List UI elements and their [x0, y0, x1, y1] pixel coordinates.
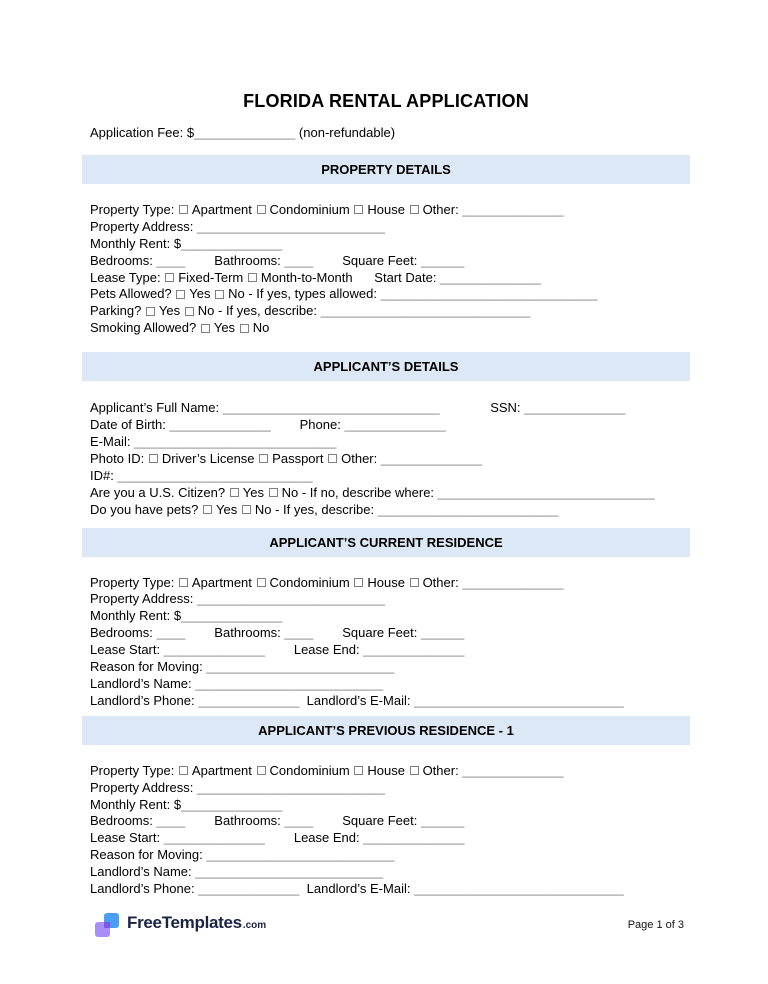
other-checkbox-label: Other: — [422, 574, 463, 590]
blank-field[interactable]: ____ — [156, 625, 186, 641]
reason-moving-line — [90, 659, 690, 676]
rooms-line — [90, 625, 690, 642]
blank-field[interactable]: __________________________ — [196, 218, 385, 234]
lease-dates-line — [90, 642, 690, 659]
have-pets-no-checkbox[interactable] — [242, 505, 251, 514]
apartment-checkbox[interactable] — [179, 578, 188, 587]
house-checkbox-label: House — [367, 762, 405, 778]
application-fee — [82, 125, 690, 142]
blank-field[interactable]: _________________________ — [377, 501, 559, 517]
label-text: Do you have pets? — [90, 501, 203, 517]
label-text: Application Fee: $ — [90, 125, 195, 140]
application-fee-line — [90, 125, 690, 142]
apartment-checkbox[interactable] — [179, 205, 188, 214]
section-body-applicants-previous-residence-1 — [82, 745, 690, 898]
smoking-no-checkbox[interactable] — [240, 324, 249, 333]
label-text: Bedrooms: — [90, 813, 157, 829]
section-header-property-details: PROPERTY DETAILS — [82, 155, 690, 184]
lease-type-line — [90, 270, 690, 287]
passport-checkbox-label: Passport — [272, 450, 324, 466]
other-checkbox[interactable] — [410, 205, 419, 214]
month-to-month-checkbox[interactable] — [248, 273, 257, 282]
blank-field[interactable]: ______________ — [363, 642, 465, 658]
blank-field[interactable]: ______________ — [380, 450, 483, 466]
monthly-rent-line — [90, 236, 690, 253]
label-text: E-Mail: — [90, 433, 135, 449]
condominium-checkbox[interactable] — [257, 578, 266, 587]
blank-field[interactable]: ____ — [284, 813, 314, 829]
parking-no-checkbox[interactable] — [185, 307, 194, 316]
label-text: SSN: — [439, 400, 525, 416]
label-text: Bedrooms: — [90, 252, 157, 268]
brand-suffix: .com — [242, 920, 267, 931]
label-text — [252, 202, 256, 217]
rooms-line — [90, 813, 690, 830]
blank-field[interactable]: ______________ — [169, 417, 271, 433]
property-type-line — [90, 202, 690, 219]
blank-field[interactable]: ____ — [284, 252, 314, 268]
label-text: Parking? — [90, 303, 145, 319]
section-body-applicants-current-residence — [82, 557, 690, 716]
label-text: Square Feet: — [313, 252, 421, 268]
blank-field[interactable]: ______________ — [163, 642, 265, 658]
label-text: - If yes, types allowed: — [244, 286, 381, 302]
pets-allowed-line — [90, 286, 690, 303]
label-text — [252, 575, 256, 590]
blank-field[interactable]: ______________ — [344, 417, 446, 433]
blank-field[interactable]: __________________________ — [206, 847, 395, 863]
citizen-yes-checkbox-label: Yes — [242, 484, 264, 500]
label-text: Smoking Allowed? — [90, 320, 200, 336]
photo-id-other-checkbox[interactable] — [328, 454, 337, 463]
blank-field[interactable]: ______________ — [181, 235, 283, 251]
label-text: Landlord’s Phone: — [90, 692, 199, 708]
have-pets-line — [90, 502, 690, 519]
brand-name: FreeTemplates — [127, 913, 242, 932]
label-text: Landlord’s E-Mail: — [299, 692, 415, 708]
drivers-license-checkbox[interactable] — [149, 454, 158, 463]
label-text: - If yes, describe: — [271, 501, 378, 517]
label-text: Monthly Rent: $ — [90, 235, 182, 251]
label-text — [252, 763, 256, 778]
label-text: (non-refundable) — [295, 125, 396, 140]
blank-field[interactable]: ______________ — [194, 125, 296, 140]
section-header-applicants-current-residence: APPLICANT’S CURRENT RESIDENCE — [82, 528, 690, 557]
page-title: FLORIDA RENTAL APPLICATION — [243, 91, 529, 111]
fixed-term-checkbox-label: Fixed-Term — [178, 269, 244, 285]
blank-field[interactable]: ______________ — [462, 762, 564, 778]
apartment-checkbox-label: Apartment — [191, 574, 252, 590]
label-text: Start Date: — [352, 269, 441, 285]
us-citizen-line — [90, 485, 690, 502]
blank-field[interactable]: _____________________________ — [414, 881, 624, 897]
smoking-yes-checkbox-label: Yes — [213, 320, 236, 336]
section-header-applicants-details: APPLICANT’S DETAILS — [82, 352, 690, 381]
property-type-line — [90, 575, 690, 592]
label-text: Bathrooms: — [185, 813, 285, 829]
house-checkbox-label: House — [367, 574, 405, 590]
blank-field[interactable]: ______________ — [524, 400, 626, 416]
label-text: Monthly Rent: $ — [90, 608, 182, 624]
label-text: Property Address: — [90, 779, 197, 795]
label-text: Applicant’s Full Name: — [90, 400, 223, 416]
page-footer — [82, 911, 690, 938]
label-text: Landlord’s Name: — [90, 864, 196, 880]
label-text: Lease Start: — [90, 830, 164, 846]
lease-dates-line — [90, 830, 690, 847]
logo-overlap-shape — [104, 922, 110, 928]
condominium-checkbox-label: Condominium — [269, 762, 350, 778]
blank-field[interactable]: ___________________________ — [117, 467, 313, 483]
house-checkbox[interactable] — [354, 578, 363, 587]
blank-field[interactable]: ______________________________ — [380, 286, 598, 302]
section-applicants-details — [82, 352, 690, 527]
label-text: Bathrooms: — [185, 625, 285, 641]
citizen-no-checkbox[interactable] — [269, 488, 278, 497]
section-property-details — [82, 155, 690, 352]
label-text: Pets Allowed? — [90, 286, 176, 302]
other-checkbox[interactable] — [410, 766, 419, 775]
label-text: - If yes, describe: — [214, 303, 321, 319]
fixed-term-checkbox[interactable] — [165, 273, 174, 282]
label-text: Phone: — [270, 417, 345, 433]
have-pets-yes-checkbox-label: Yes — [216, 501, 238, 517]
label-text: Are you a U.S. Citizen? — [90, 484, 229, 500]
email-line — [90, 434, 690, 451]
reason-moving-line — [90, 847, 690, 864]
smoking-yes-checkbox[interactable] — [201, 324, 210, 333]
passport-checkbox[interactable] — [259, 454, 268, 463]
label-text: Square Feet: — [313, 625, 421, 641]
condominium-checkbox[interactable] — [257, 205, 266, 214]
brand-text — [127, 911, 266, 938]
house-checkbox[interactable] — [354, 205, 363, 214]
blank-field[interactable]: ______________ — [198, 692, 300, 708]
id-number-line — [90, 468, 690, 485]
label-text: Lease Type: — [90, 269, 165, 285]
parking-no-checkbox-label: No — [197, 303, 215, 319]
label-text: Square Feet: — [313, 813, 421, 829]
photo-id-line — [90, 451, 690, 468]
blank-field[interactable]: ______ — [420, 813, 465, 829]
blank-field[interactable]: ______________ — [198, 881, 300, 897]
blank-field[interactable]: ______________ — [181, 796, 283, 812]
label-text — [180, 303, 184, 318]
label-text — [405, 575, 409, 590]
full-name-ssn-line — [90, 400, 690, 417]
blank-field[interactable]: ____________________________ — [134, 433, 337, 449]
property-address-line — [90, 591, 690, 608]
house-checkbox[interactable] — [354, 766, 363, 775]
pets-no-checkbox[interactable] — [215, 290, 224, 299]
other-checkbox-label: Other: — [422, 762, 463, 778]
label-text: Lease End: — [264, 642, 364, 658]
label-text — [350, 763, 354, 778]
label-text: Property Address: — [90, 591, 197, 607]
other-checkbox[interactable] — [410, 578, 419, 587]
blank-field[interactable]: __________________________ — [196, 591, 385, 607]
label-text: Bathrooms: — [185, 252, 285, 268]
rooms-line — [90, 253, 690, 270]
apartment-checkbox-label: Apartment — [191, 762, 252, 778]
blank-field[interactable]: __________________________ — [195, 675, 384, 691]
parking-yes-checkbox[interactable] — [146, 307, 155, 316]
parking-yes-checkbox-label: Yes — [158, 303, 181, 319]
blank-field[interactable]: ____ — [284, 625, 314, 641]
blank-field[interactable]: ______________ — [363, 830, 465, 846]
blank-field[interactable]: ______________________________ — [222, 400, 440, 416]
blank-field[interactable]: ____ — [156, 252, 186, 268]
label-text: Landlord’s Name: — [90, 675, 196, 691]
blank-field[interactable]: __________________________ — [206, 659, 395, 675]
landlord-name-line — [90, 864, 690, 881]
condominium-checkbox-label: Condominium — [269, 574, 350, 590]
property-address-line — [90, 219, 690, 236]
label-text — [405, 202, 409, 217]
label-text — [255, 451, 259, 466]
landlord-name-line — [90, 676, 690, 693]
blank-field[interactable]: _____________________________ — [414, 692, 624, 708]
label-text: Bedrooms: — [90, 625, 157, 641]
label-text: Property Type: — [90, 201, 178, 217]
photo-id-other-checkbox-label: Other: — [341, 450, 381, 466]
smoking-line — [90, 320, 690, 337]
smoking-no-checkbox-label: No — [252, 320, 270, 336]
label-text — [237, 502, 241, 517]
pets-yes-checkbox[interactable] — [176, 290, 185, 299]
label-text — [350, 575, 354, 590]
blank-field[interactable]: ______ — [420, 252, 465, 268]
parking-line — [90, 303, 690, 320]
label-text: Reason for Moving: — [90, 659, 207, 675]
label-text: Reason for Moving: — [90, 847, 207, 863]
blank-field[interactable]: ______________ — [440, 269, 542, 285]
label-text — [323, 451, 327, 466]
label-text: - If no, describe where: — [298, 484, 438, 500]
citizen-no-checkbox-label: No — [281, 484, 299, 500]
landlord-contact-line — [90, 693, 690, 710]
blank-field[interactable]: ______ — [420, 625, 465, 641]
section-applicants-current-residence — [82, 528, 690, 716]
label-text — [243, 270, 247, 285]
blank-field[interactable]: ____ — [156, 813, 186, 829]
label-text: Lease Start: — [90, 642, 164, 658]
monthly-rent-line — [90, 608, 690, 625]
blank-field[interactable]: ______________ — [181, 608, 283, 624]
blank-field[interactable]: ______________ — [462, 574, 564, 590]
label-text: Lease End: — [264, 830, 364, 846]
apartment-checkbox[interactable] — [179, 766, 188, 775]
blank-field[interactable]: __________________________ — [196, 779, 385, 795]
section-header-applicants-previous-residence-1: APPLICANT’S PREVIOUS RESIDENCE - 1 — [82, 716, 690, 745]
label-text: Property Type: — [90, 574, 178, 590]
label-text: Property Address: — [90, 218, 197, 234]
pets-no-checkbox-label: No — [228, 286, 245, 302]
freetemplates-logo-icon — [95, 913, 119, 937]
label-text — [235, 320, 239, 335]
apartment-checkbox-label: Apartment — [191, 201, 252, 217]
label-text — [350, 202, 354, 217]
other-checkbox-label: Other: — [422, 201, 463, 217]
label-text — [211, 286, 215, 301]
have-pets-yes-checkbox[interactable] — [203, 505, 212, 514]
condominium-checkbox-label: Condominium — [269, 201, 350, 217]
monthly-rent-line — [90, 797, 690, 814]
label-text: Date of Birth: — [90, 417, 170, 433]
blank-field[interactable]: ______________________________ — [437, 484, 655, 500]
citizen-yes-checkbox[interactable] — [230, 488, 239, 497]
condominium-checkbox[interactable] — [257, 766, 266, 775]
month-to-month-checkbox-label: Month-to-Month — [260, 269, 353, 285]
dob-phone-line — [90, 417, 690, 434]
property-address-line — [90, 780, 690, 797]
label-text — [264, 485, 268, 500]
label-text: Landlord’s E-Mail: — [299, 881, 415, 897]
have-pets-no-checkbox-label: No — [254, 501, 272, 517]
drivers-license-checkbox-label: Driver’s License — [161, 450, 255, 466]
house-checkbox-label: House — [367, 201, 405, 217]
label-text: Monthly Rent: $ — [90, 796, 182, 812]
blank-field[interactable]: ______________ — [163, 830, 265, 846]
blank-field[interactable]: __________________________ — [195, 864, 384, 880]
section-body-property-details — [82, 184, 690, 352]
section-applicants-previous-residence-1 — [82, 716, 690, 898]
blank-field[interactable]: _____________________________ — [320, 303, 531, 319]
label-text: Landlord’s Phone: — [90, 881, 199, 897]
label-text: Property Type: — [90, 762, 178, 778]
landlord-contact-line — [90, 881, 690, 898]
label-text — [405, 763, 409, 778]
label-text: Photo ID: — [90, 450, 148, 466]
pets-yes-checkbox-label: Yes — [189, 286, 211, 302]
property-type-line — [90, 763, 690, 780]
blank-field[interactable]: ______________ — [462, 201, 564, 217]
section-body-applicants-details — [82, 381, 690, 527]
label-text: ID#: — [90, 467, 118, 483]
page-indicator: Page 1 of 3 — [627, 918, 684, 931]
brand-logo — [95, 911, 266, 938]
